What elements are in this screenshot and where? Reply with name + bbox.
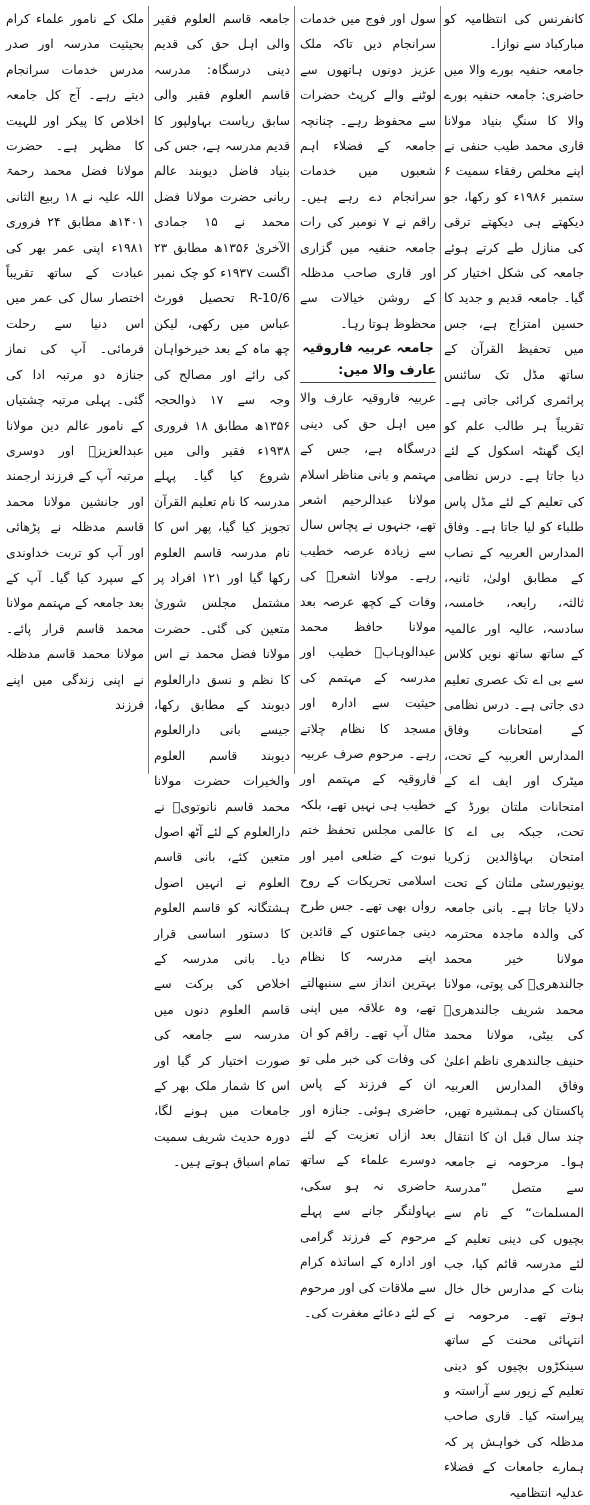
article-column-3 <box>154 6 290 1170</box>
column-1-paragraph: جامعہ حنفیہ بورے والا میں حاضری: جامعہ حنفیہ بورے والا کا سنگِ بنیاد مولانا قاری محمد طیب حنفی نے اپنے مخلص رفقاء سمیت ۶ ستمبر ۱۹۸۶ء کو رکھا، جو دیکھتے ہی دیکھتے ترقی کی منازل طے کرتے ہوئے جامعہ کی شکل اختیار کر گیا۔ جامعہ قدیم و جدید کا حسین امتزاج ہے، جس میں تحفیظ القرآن کے ساتھ مڈل تک سائنس پرائمری کرائی جاتی ہے۔ تقریباً ہر طالب علم کو ایک گھنٹہ اسکول کے لئے دیا جاتا ہے۔ درس نظامی کی تعلیم کے لئے مڈل پاس طلباء کو لیا جاتا ہے۔ وفاق المدارس العربیہ کے نصاب کے مطابق اولیٰ، ثانیہ، ثالثہ، رابعہ، خامسہ، سادسہ، عالیہ اور عالمیہ کے ساتھ ساتھ نویں کلاس سے بی اے تک عصری تعلیم دی جاتی ہے۔ درس نظامی کے امتحانات وفاق المدارس العربیہ کے تحت، میٹرک اور ایف اے کے امتحانات ملتان بورڈ کے تحت، جبکہ بی اے کا امتحان بہاؤالدین زکریا یونیورسٹی ملتان کے تحت دلایا جاتا ہے۔ بانی جامعہ کی والدہ ماجدہ محترمہ مولانا خیر محمد جالندھریؒ کی پوتی، مولانا محمد شریف جالندھریؒ کی بیٹی، مولانا محمد حنیف جالندھری ناظم اعلیٰ وفاق المدارس العربیہ پاکستان کی ہمشیرہ تھیں، چند سال قبل ان کا انتقال ہوا۔ مرحومہ نے جامعہ سے متصل ”مدرسۃ المسلمات“ کے نام سے بچیوں کی دینی تعلیم کے لئے مدرسہ قائم کیا، جب بنات کے مدارس خال خال ہوتے تھے۔ مرحومہ نے انتہائی محنت کے ساتھ سینکڑوں بچیوں کو دینی تعلیم کے زیور سے آراستہ و پیراستہ کیا۔ قاری صاحب مدظلہ کی خواہش پر کہ ہمارے جامعات کے فضلاء عدلیہ انتظامیہ <box>444 61 584 1500</box>
column-1-intro: کانفرنس کی انتظامیہ کو مبارکباد سے نوازا۔ <box>444 11 584 52</box>
article-column-1 <box>444 6 584 1500</box>
section-heading-farooqia: جامعہ عربیہ فاروقیہ عارف والا میں: <box>300 338 436 383</box>
column-divider <box>294 6 295 774</box>
column-3-paragraph: جامعہ قاسم العلوم فقیر والی اہل حق کی قدیم دینی درسگاہ: مدرسہ قاسم العلوم فقیر والی سابق ریاست بہاولپور کا قدیم مدرسہ ہے، جس کی بنیاد فاضل دیوبند عالم ربانی حضرت مولانا فضل محمد نے ۱۵ جمادی الآخریٰ ۱۳۵۶ھ مطابق ۲۳ اگست ۱۹۳۷ء کو چک نمبر R-10/6 تحصیل فورٹ عباس میں رکھی، لیکن چھ ماہ کے بعد خیرخواہان کی رائے اور مصالح کی وجہ سے ۱۷ ذوالحجہ ۱۳۵۶ھ مطابق ۱۸ فروری ۱۹۳۸ء فقیر والی میں شروع کیا گیا۔ پہلے مدرسہ کا نام تعلیم القرآن تجویز کیا گیا، پھر اس کا نام مدرسہ قاسم العلوم رکھا گیا اور ۱۲۱ افراد پر مشتمل مجلس شوریٰ متعین کی گئی۔ حضرت مولانا فضل محمد نے اس کا نظم و نسق دارالعلوم دیوبند کے مطابق رکھا، جیسے بانی دارالعلوم دیوبند قاسم العلوم والخیرات حضرت مولانا محمد قاسم نانوتویؒ نے دارالعلوم کے لئے آٹھ اصول متعین کئے، بانی قاسم العلوم نے انہیں اصول ہشتگانہ کو قاسم العلوم کا دستور اساسی قرار دیا۔ بانی مدرسہ کے اخلاص کی برکت سے قاسم العلوم دنوں میں مدرسہ سے جامعہ کی صورت اختیار کر گیا اور اس کا شمار ملک بھر کے جامعات میں ہونے لگا، دورہ حدیث شریف سمیت تمام اسباق ہوتے ہیں۔ <box>154 11 290 1170</box>
column-2-paragraph: سول اور فوج میں خدمات سرانجام دیں تاکہ ملک عزیز دونوں ہاتھوں سے لوٹنے والے کرپٹ حضرات سے محفوظ رہے۔ چنانچہ جامعہ کے فضلاء اہم شعبوں میں خدمات سرانجام دے رہے ہیں۔ راقم نے ۷ نومبر کی رات جامعہ حنفیہ میں گزاری اور قاری صاحب مدظلہ کے روشن خیالات سے محظوظ ہوتا رہا۔ <box>300 11 437 331</box>
column-4-paragraph: ملک کے نامور علماء کرام بحیثیت مدرسہ اور صدر مدرس خدمات سرانجام دیتے رہے۔ آج کل جامعہ اخلاص کا پیکر اور للہیت کا مظہر ہے۔ حضرت مولانا فضل محمد رحمۃ اللہ علیہ نے ۱۸ ربیع الثانی ۱۴۰۱ھ مطابق ۲۴ فروری ۱۹۸۱ء اپنی عمر بھر کی عبادت کے ساتھ تقریباً اختصار سال کی عمر میں اس دنیا سے رحلت فرمائی۔ آپ کی نماز جنازہ دو مرتبہ ادا کی گئی۔ پہلی مرتبہ چشتیاں کے نامور عالم دین مولانا عبدالعزیزؒ اور دوسری مرتبہ آپ کے فرزند ارجمند اور جانشین مولانا محمد قاسم مدظلہ نے پڑھائی اور آپ کو تربت خداوندی کے سپرد کیا گیا۔ آپ کے بعد جامعہ کے مہتمم مولانا محمد قاسم قرار پائے۔ مولانا محمد قاسم مدظلہ نے اپنی زندگی میں اپنے فرزند <box>6 11 144 712</box>
column-2-paragraph-after: عربیہ فاروقیہ عارف والا میں اہل حق کی دینی درسگاہ ہے، جس کے مہتمم و بانی مناظر اسلام مولانا عبدالرحیم اشعر تھے، جنہوں نے پچاس سال سے زیادہ عرصہ خطیب رہے۔ مولانا اشعرؒ کی وفات کے کچھ عرصہ بعد مولانا حافظ محمد عبدالوہابؒ خطیب اور مدرسہ کے مہتمم کی حیثیت سے ادارہ اور مسجد کا نظام چلاتے رہے۔ مرحوم صرف عربیہ فاروقیہ کے مہتمم اور خطیب ہی نہیں تھے، بلکہ عالمی مجلس تحفظ ختم نبوت کے ضلعی امیر اور اسلامی تحریکات کے روح رواں بھی تھے۔ جس طرح دینی جماعتوں کے قائدین اپنے مدرسہ کا نظام بہترین انداز سے سنبھالتے تھے، وہ علاقہ میں اپنی مثال آپ تھے۔ راقم کو ان کی وفات کی خبر ملی تو ان کے فرزند کے پاس حاضری ہوئی۔ جنازہ اور بعد ازاں تعزیت کے لئے دوسرے علماء کے ساتھ حاضری نہ ہو سکی، بہاولنگر جانے سے پہلے مرحوم کے فرزند گرامی اور ادارہ کے اساتذہ کرام سے ملاقات کی اور مرحوم کے لئے دعائے مغفرت کی۔ <box>300 390 436 1320</box>
article-column-4 <box>6 6 144 774</box>
column-divider <box>440 6 441 774</box>
column-divider <box>148 6 149 774</box>
article-column-2 <box>300 6 437 1320</box>
